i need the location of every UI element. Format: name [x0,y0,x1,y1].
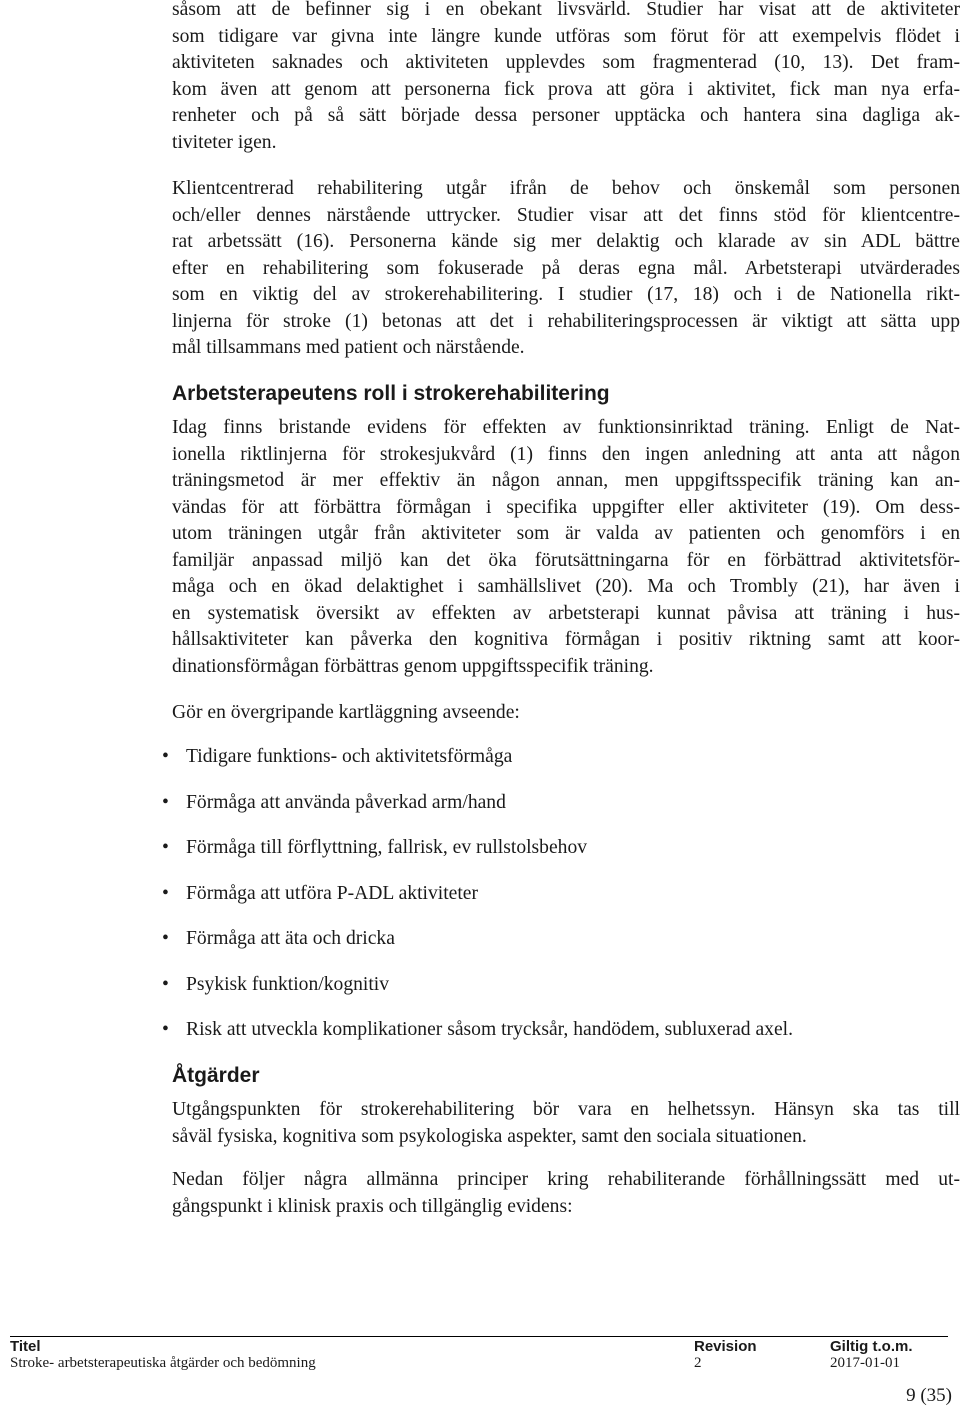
text-line: Klientcentrerad rehabilitering utgår ifrån de behov och önskemål som personen [172,178,960,199]
section-heading: Arbetsterapeutens roll i strokerehabilitering [172,382,610,405]
text-line: som tidigare var givna inte längre kunde utföras som förut för att exempelvis flödet i [172,25,960,47]
text-line: familjär anpassad miljö kan det öka förutsättningarna för en förbättrad aktivitetsför- [172,549,960,571]
bullet-icon: • [162,974,169,995]
bullet-icon: • [162,1019,169,1040]
text-line: gångspunkt i klinisk praxis och tillgänglig evidens: [172,1195,573,1217]
text-line: som en viktig del av strokerehabilitering. I studier (17, 18) och i de Nationella rikt- [172,284,960,305]
paragraph-2 [172,176,960,362]
section-heading: Åtgärder [172,1064,260,1087]
footer-title-label: Titel [10,1338,41,1355]
text-line: kom även att genom att personerna fick prova att göra i aktivitet, fick man nya erfa- [172,78,960,100]
text-line: Gör en övergripande kartläggning avseende: [172,702,520,723]
text-line: rat arbetssätt (16). Personerna kände sig mer delaktig och klarade av sin ADL bättre [172,231,960,252]
footer-divider [10,1336,948,1337]
bullet-icon: • [162,792,169,813]
text-line: såväl fysiska, kognitiva som psykologiska aspekter, samt den sociala situationen. [172,1125,807,1147]
text-line: aktiviteten saknades och aktiviteten upplevdes som fragmenterad (10, 13). Det fram- [172,52,960,73]
text-line: Nedan följer några allmänna principer kring rehabiliterande förhållningssätt med ut- [172,1169,960,1190]
bullet-text: Förmåga att äta och dricka [186,928,395,949]
text-line: måga och en ökad delaktighet i samhällslivet (20). Ma och Trombly (21), har även i [172,576,960,597]
footer-revision-value: 2 [694,1355,702,1371]
paragraph-3 [172,415,960,680]
text-line: utom träningen utgår från aktiviteter som är valda av patienten och genomförs i en [172,523,960,544]
bullet-text: Förmåga till förflyttning, fallrisk, ev rullstolsbehov [186,837,588,858]
text-line: Utgångspunkten för strokerehabilitering bör vara en helhetssyn. Hänsyn ska tas till [172,1099,960,1120]
bullet-text: Tidigare funktions- och aktivitetsförmåga [186,746,513,767]
intro-line [172,700,960,727]
text-line: dinationsförmågan förbättras genom uppgiftsspecifik träning. [172,655,654,677]
bullet-item [162,926,395,952]
bullet-item [162,835,587,861]
bullet-text: Psykisk funktion/kognitiv [186,974,390,995]
page-number: 9 (35) [906,1385,952,1406]
bullet-icon: • [162,883,169,904]
text-line: träningsmetod är mer effektiv än någon annan, men uppgiftsspecifik träning kan an- [172,470,960,491]
paragraph-5 [172,1167,960,1220]
text-line: Idag finns bristande evidens för effekten av funktionsinriktad träning. Enligt de Nat- [172,417,960,438]
footer-valid-value: 2017-01-01 [830,1355,900,1371]
text-line: tiviteter igen. [172,131,277,153]
bullet-item [162,1017,793,1043]
bullet-icon: • [162,746,169,767]
footer-title-value: Stroke- arbetsterapeutiska åtgärder och bedömning [10,1355,316,1371]
footer-revision-label: Revision [694,1338,757,1355]
text-line: mål tillsammans med patient och närstående. [172,337,525,358]
bullet-text: Förmåga att använda påverkad arm/hand [186,792,506,813]
text-line: en systematisk översikt av effekten av arbetsterapi kunnat påvisa att träning i hus- [172,602,960,624]
text-line: och/eller dennes närstående uttrycker. Studier visar att det finns stöd för klientcentre- [172,204,960,226]
bullet-text: Förmåga att utföra P-ADL aktiviteter [186,883,479,904]
paragraph-4 [172,1097,960,1150]
paragraph-1 [172,0,960,156]
text-line: vändas för att förbättra förmågan i specifika uppgifter eller aktiviteter (19). Om dess- [172,496,960,518]
text-line: ionella riktlinjerna för strokesjukvård (1) finns den ingen anledning att anta att någon [172,443,960,465]
bullet-text: Risk att utveckla komplikationer såsom trycksår, handödem, subluxerad axel. [186,1019,794,1040]
footer-valid-label: Giltig t.o.m. [830,1338,913,1355]
bullet-item [162,790,506,816]
bullet-item [162,972,389,998]
text-line: renheter och på så sätt började dessa personer upptäcka och hantera sina dagliga ak- [172,105,960,126]
bullet-item [162,744,512,770]
text-line: hållsaktiviteter kan påverka den kognitiva förmågan i positiv riktning samt att koor- [172,629,960,650]
bullet-item [162,881,478,907]
text-line: såsom att de befinner sig i en obekant livsvärld. Studier har visat att de aktiviteter [172,0,960,20]
text-line: efter en rehabilitering som fokuserade på deras egna mål. Arbetsterapi utvärderades [172,257,960,279]
text-line: linjerna för stroke (1) betonas att det i rehabiliteringsprocessen är viktigt att sätta upp [172,310,960,332]
bullet-icon: • [162,837,169,858]
bullet-icon: • [162,928,169,949]
